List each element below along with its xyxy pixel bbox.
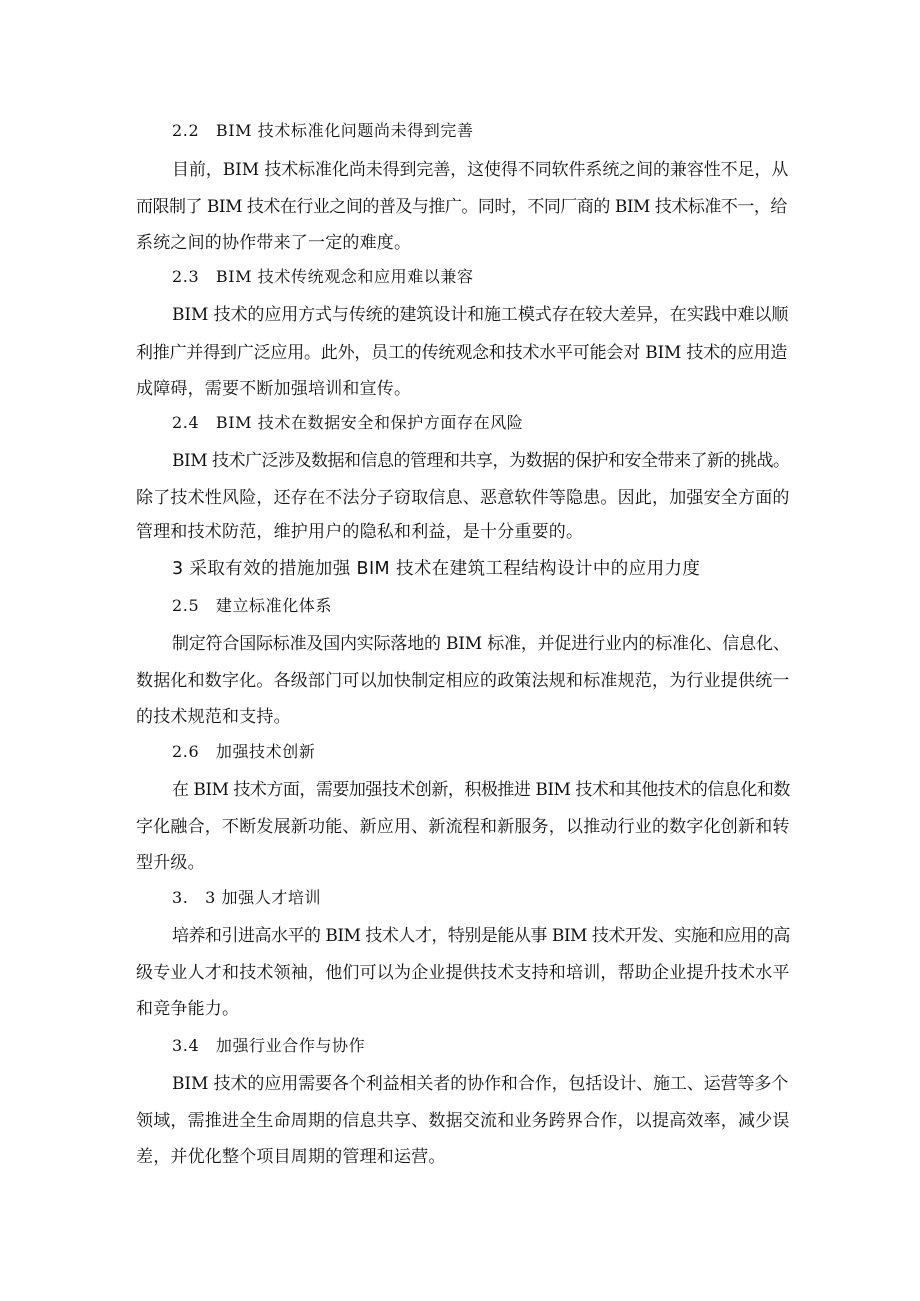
paragraph-line: 利推广并得到广泛应用。此外，员工的传统观念和技术水平可能会对 BIM 技术的应用造	[136, 343, 788, 363]
paragraph-line: BIM 技术的应用需要各个利益相关者的协作和合作，包括设计、施工、运营等多个	[172, 1074, 789, 1094]
paragraph-line: 目前，BIM 技术标准化尚未得到完善，这使得不同软件系统之间的兼容性不足，从	[172, 160, 789, 180]
section-heading: 2.4 BIM 技术在数据安全和保护方面存在风险	[172, 413, 524, 432]
section-heading: 3.4 加强行业合作与协作	[172, 1036, 366, 1055]
paragraph-line: 型升级。	[136, 853, 205, 873]
paragraph-line: 数据化和数字化。各级部门可以加快制定相应的政策法规和标准规范，为行业提供统一	[136, 671, 790, 691]
paragraph-line: 差，并优化整个项目周期的管理和运营。	[136, 1147, 446, 1167]
paragraph-line: BIM 技术的应用方式与传统的建筑设计和施工模式存在较大差异，在实践中难以顺	[172, 305, 789, 325]
paragraph-line: 字化融合，不断发展新功能、新应用、新流程和新服务，以推动行业的数字化创新和转	[136, 817, 790, 837]
paragraph-line: 的技术规范和支持。	[136, 707, 291, 727]
paragraph-line: 在 BIM 技术方面，需要加强技术创新，积极推进 BIM 技术和其他技术的信息化和数	[172, 780, 790, 800]
paragraph-line: BIM 技术广泛涉及数据和信息的管理和共享，为数据的保护和安全带来了新的挑战。	[172, 451, 790, 471]
paragraph-line: 制定符合国际标准及国内实际落地的 BIM 标准，并促进行业内的标准化、信息化、	[172, 634, 790, 654]
paragraph-line: 除了技术性风险，还存在不法分子窃取信息、恶意软件等隐患。因此，加强安全方面的	[136, 488, 790, 508]
paragraph-line: 成障碍，需要不断加强培训和宣传。	[136, 379, 412, 399]
section-heading: 2.3 BIM 技术传统观念和应用难以兼容	[172, 267, 474, 286]
section-heading: 2.5 建立标准化体系	[172, 596, 333, 615]
section-heading: 2.6 加强技术创新	[172, 742, 316, 761]
chapter-heading: 3 采取有效的措施加强 BIM 技术在建筑工程结构设计中的应用力度	[172, 559, 701, 579]
paragraph-line: 培养和引进高水平的 BIM 技术人才，特别是能从事 BIM 技术开发、实施和应用的高	[172, 926, 790, 946]
section-heading: 3. 3 加强人才培训	[172, 888, 322, 907]
section-heading: 2.2 BIM 技术标准化问题尚未得到完善	[172, 121, 474, 140]
paragraph-line: 和竞争能力。	[136, 999, 240, 1019]
paragraph-line: 领域，需推进全生命周期的信息共享、数据交流和业务跨界合作，以提高效率，减少误	[136, 1111, 790, 1131]
paragraph-line: 系统之间的协作带来了一定的难度。	[136, 233, 412, 253]
paragraph-line: 而限制了 BIM 技术在行业之间的普及与推广。同时，不同厂商的 BIM 技术标准不一，给	[136, 197, 787, 217]
paragraph-line: 级专业人才和技术领袖，他们可以为企业提供技术支持和培训，帮助企业提升技术水平	[136, 963, 790, 983]
paragraph-line: 管理和技术防范，维护用户的隐私和利益，是十分重要的。	[136, 522, 584, 542]
